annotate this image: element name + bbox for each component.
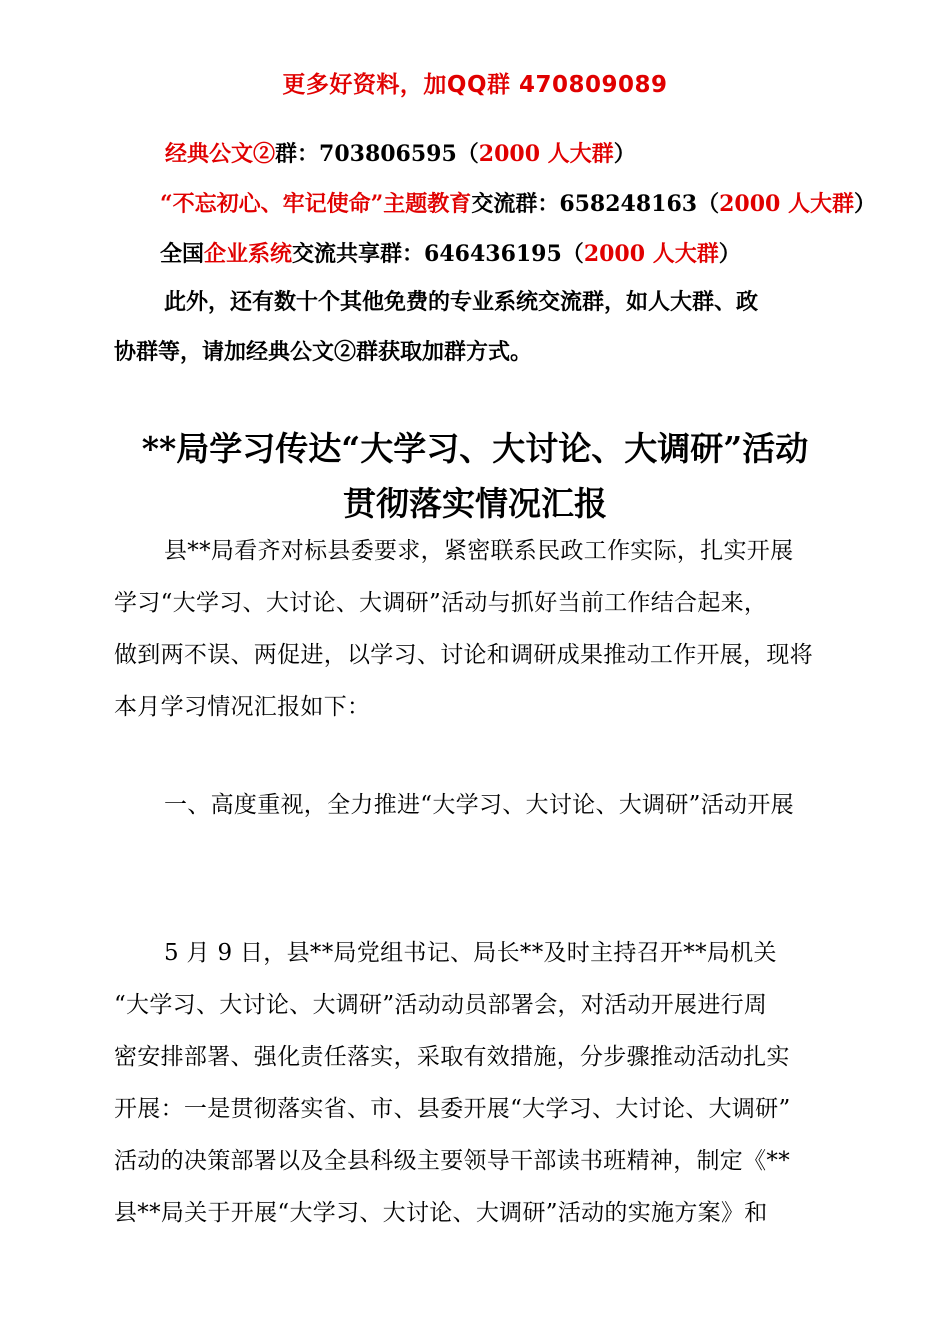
document-title-line: **局学习传达“大学习、大讨论、大调研”活动 xyxy=(141,429,809,468)
section-body-line: 密安排部署、强化责任落实，采取有效措施，分步骤推动活动扎实 xyxy=(114,1044,790,1070)
group-name: 经典公文② xyxy=(165,141,276,167)
extra-note-line: 此外，还有数十个其他免费的专业系统交流群，如人大群、政 xyxy=(164,289,759,315)
intro-line: 本月学习情况汇报如下： xyxy=(114,694,371,720)
group-size: 2000 人大群 xyxy=(478,141,614,167)
section-body-line: 5 月 9 日，县**局党组书记、局长**及时主持召开**局机关 xyxy=(164,940,777,966)
group-size: 2000 人大群 xyxy=(583,241,719,267)
group-line-theme-education xyxy=(160,187,876,218)
group-number: 交流共享群：646436195（ xyxy=(292,241,584,267)
section-body-line: 县**局关于开展“大学习、大讨论、大调研”活动的实施方案》和 xyxy=(114,1200,768,1226)
section-body-line: “大学习、大讨论、大调研”活动动员部署会，对活动开展进行周 xyxy=(114,992,768,1018)
intro-line: 县**局看齐对标县委要求，紧密联系民政工作实际，扎实开展 xyxy=(164,538,794,564)
section-body-line: 开展：一是贯彻落实省、市、县委开展“大学习、大讨论、大调研” xyxy=(114,1096,791,1122)
group-name: 企业系统 xyxy=(204,241,293,267)
group-prefix: 全国 xyxy=(160,241,205,267)
intro-line: 学习“大学习、大讨论、大调研”活动与抓好当前工作结合起来， xyxy=(114,590,768,616)
group-name: “不忘初心、牢记使命”主题教育 xyxy=(160,191,472,217)
group-line-enterprise xyxy=(160,237,741,268)
document-title-line: 贯彻落实情况汇报 xyxy=(343,484,607,523)
extra-note-line: 协群等，请加经典公文②群获取加群方式。 xyxy=(114,339,533,365)
section-heading: 一、高度重视，全力推进“大学习、大讨论、大调研”活动开展 xyxy=(164,792,794,818)
group-size: 2000 人大群 xyxy=(719,191,854,217)
group-number: 交流群：658248163（ xyxy=(471,191,720,217)
group-line-classic xyxy=(165,137,636,168)
group-close: ） xyxy=(853,191,876,217)
section-body-line: 活动的决策部署以及全县科级主要领导干部读书班精神，制定《** xyxy=(114,1148,790,1174)
intro-line: 做到两不误、两促进，以学习、讨论和调研成果推动工作开展，现将 xyxy=(114,642,813,668)
group-close: ） xyxy=(718,241,741,267)
group-number: 群：703806595（ xyxy=(275,141,479,167)
promo-title: 更多好资料，加QQ群 470809089 xyxy=(282,72,668,98)
group-close: ） xyxy=(613,141,636,167)
